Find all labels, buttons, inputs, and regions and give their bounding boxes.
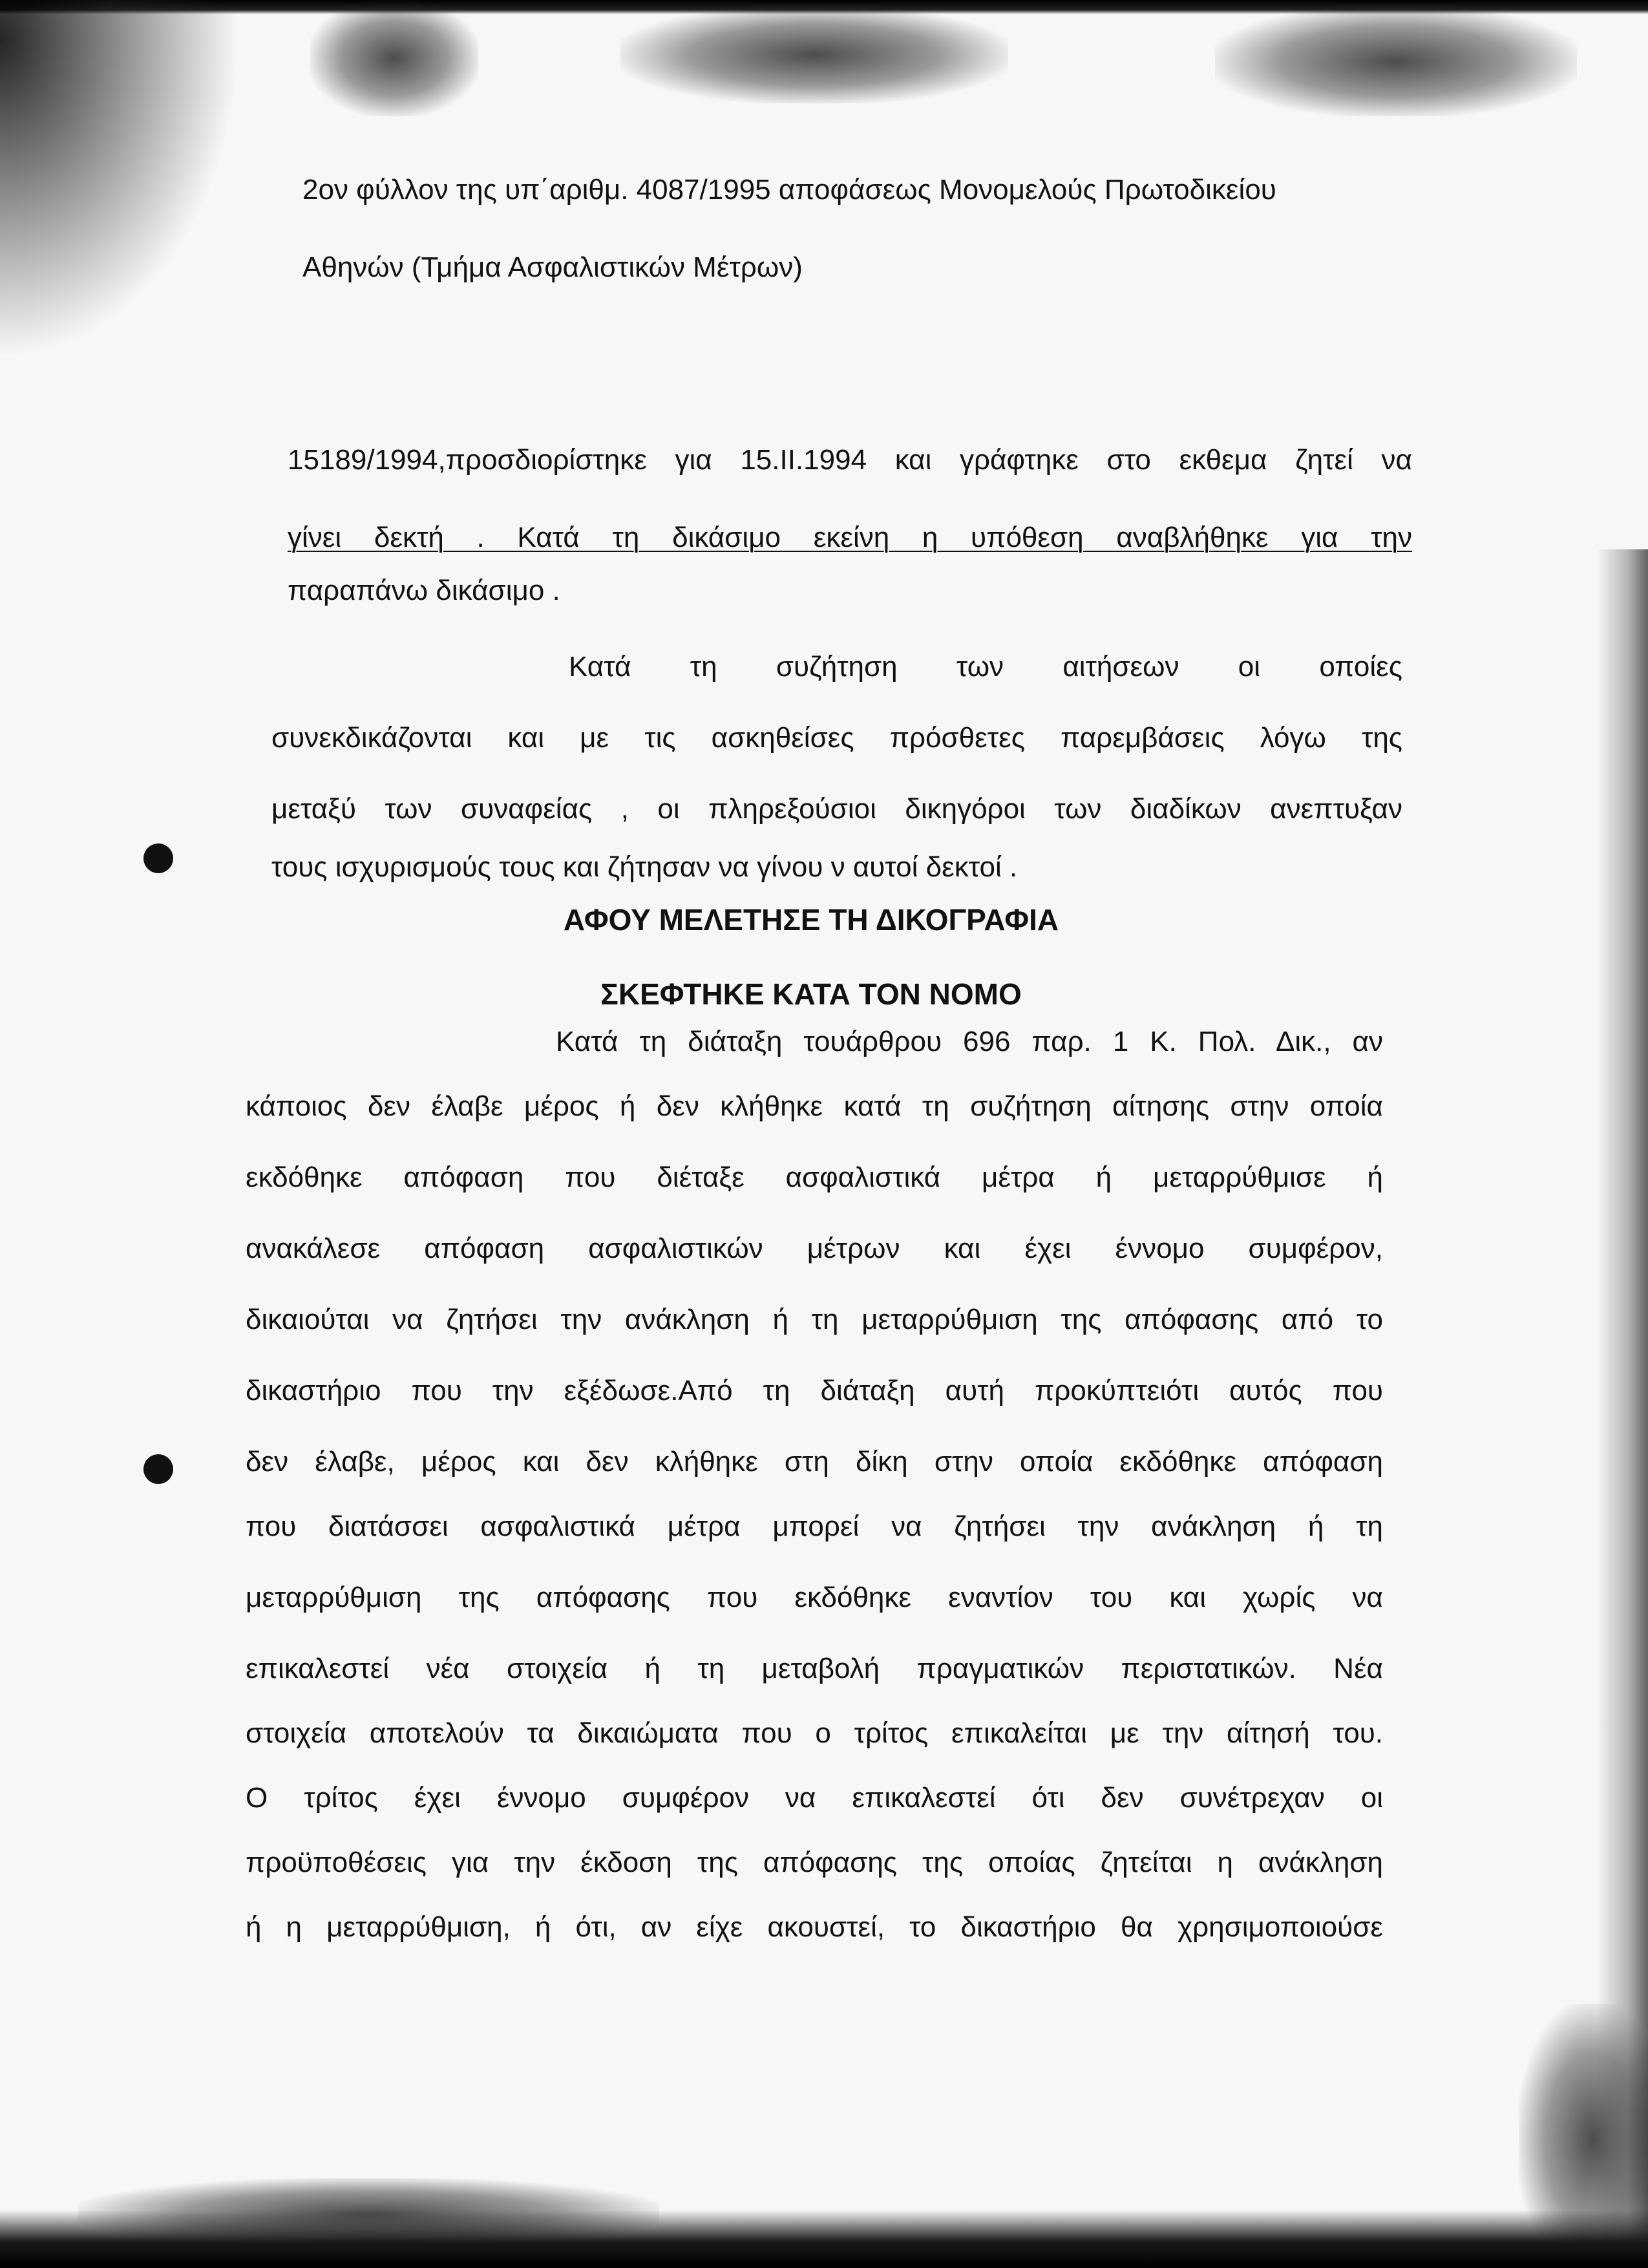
paragraph-2-line-4: ανακάλεσε απόφαση ασφαλιστικών μέτρων και έχει έννομο συμφέρον, xyxy=(246,1233,1383,1264)
paragraph-2-line-9: μεταρρύθμιση της απόφασης που εκδόθηκε εναντίον του και χωρίς να xyxy=(246,1582,1383,1613)
scan-noise-top-center xyxy=(620,6,1008,103)
scan-bottom-edge xyxy=(0,2210,1648,2268)
paragraph-2-line-7: δεν έλαβε, μέρος και δεν κλήθηκε στη δίκη στην οποία εκδόθηκε απόφαση xyxy=(246,1446,1383,1478)
scan-right-edge xyxy=(1596,549,1648,2268)
paragraph-1-line-2: συνεκδικάζονται και με τις ασκηθείσες πρόσθετες παρεμβάσεις λόγω της xyxy=(271,722,1402,754)
paragraph-2-line-6: δικαστήριο που την εξέδωσε.Από τη διάταξη αυτή προκύπτειότι αυτός που xyxy=(246,1375,1383,1406)
paragraph-1-line-4: τους ισχυρισμούς τους και ζήτησαν να γίνου ν αυτοί δεκτοί . xyxy=(271,851,1018,883)
paragraph-2-line-8: που διατάσσει ασφαλιστικά μέτρα μπορεί να ζητήσει την ανάκληση ή τη xyxy=(246,1510,1383,1542)
scan-noise-top-left xyxy=(310,0,478,116)
paragraph-2-line-2: κάποιος δεν έλαβε μέρος ή δεν κλήθηκε κατά τη συζήτηση αίτησης στην οποία xyxy=(246,1090,1383,1122)
section-heading-2: ΣΚΕΦΤΗΚΕ ΚΑΤΑ ΤΟΝ ΝΟΜΟ xyxy=(600,977,1022,1011)
intro-line-3: παραπάνω δικάσιμο . xyxy=(288,575,560,606)
paragraph-1-line-3: μεταξύ των συναφείας , οι πληρεξούσιοι δικηγόροι των διαδίκων ανεπτυξαν xyxy=(271,793,1402,825)
paragraph-2-line-5: δικαιούται να ζητήσει την ανάκληση ή τη μεταρρύθμιση της απόφασης από το xyxy=(246,1304,1383,1335)
intro-line-1: 15189/1994,προσδιορίστηκε για 15.ΙΙ.1994 και γράφτηκε στο εκθεμα ζητεί να xyxy=(288,444,1412,476)
page-header-line-1: 2ον φύλλον της υπ΄αριθμ. 4087/1995 αποφάσεως Μονομελούς Πρωτοδικείου xyxy=(302,174,1276,206)
paragraph-2-line-11: στοιχεία αποτελούν τα δικαιώματα που ο τρίτος επικαλείται με την αίτησή του. xyxy=(246,1717,1383,1749)
paragraph-1-line-1: Κατά τη συζήτηση των αιτήσεων οι οποίες xyxy=(569,651,1402,683)
paragraph-2-line-1: Κατά τη διάταξη τουάρθρου 696 παρ. 1 Κ. Πολ. Δικ., αν xyxy=(556,1026,1383,1057)
paragraph-2-line-3: εκδόθηκε απόφαση που διέταξε ασφαλιστικά μέτρα ή μεταρρύθμισε ή xyxy=(246,1161,1383,1193)
section-heading-1: ΑΦΟΥ ΜΕΛΕΤΗΣΕ ΤΗ ΔΙΚΟΓΡΑΦΙΑ xyxy=(563,903,1059,937)
paragraph-2-line-14: ή η μεταρρύθμιση, ή ότι, αν είχε ακουστεί, το δικαστήριο θα χρησιμοποιούσε xyxy=(246,1911,1383,1943)
page-header-line-2: Αθηνών (Τμήμα Ασφαλιστικών Μέτρων) xyxy=(302,251,803,283)
scan-left-shadow xyxy=(0,0,271,401)
paragraph-2-line-13: προϋποθέσεις για την έκδοση της απόφασης της οποίας ζητείται η ανάκληση xyxy=(246,1847,1383,1878)
hole-punch-mark-upper xyxy=(143,843,173,873)
hole-punch-mark-lower xyxy=(143,1454,173,1484)
scan-noise-top-right xyxy=(1215,6,1577,116)
paragraph-2-line-10: επικαλεστεί νέα στοιχεία ή τη μεταβολή πραγματικών περιστατικών. Νέα xyxy=(246,1653,1383,1684)
intro-line-2: γίνει δεκτή . Κατά τη δικάσιμο εκείνη η υπόθεση αναβλήθηκε για την xyxy=(288,522,1412,553)
paragraph-2-line-12: Ο τρίτος έχει έννομο συμφέρον να επικαλεστεί ότι δεν συνέτρεχαν οι xyxy=(246,1782,1383,1814)
